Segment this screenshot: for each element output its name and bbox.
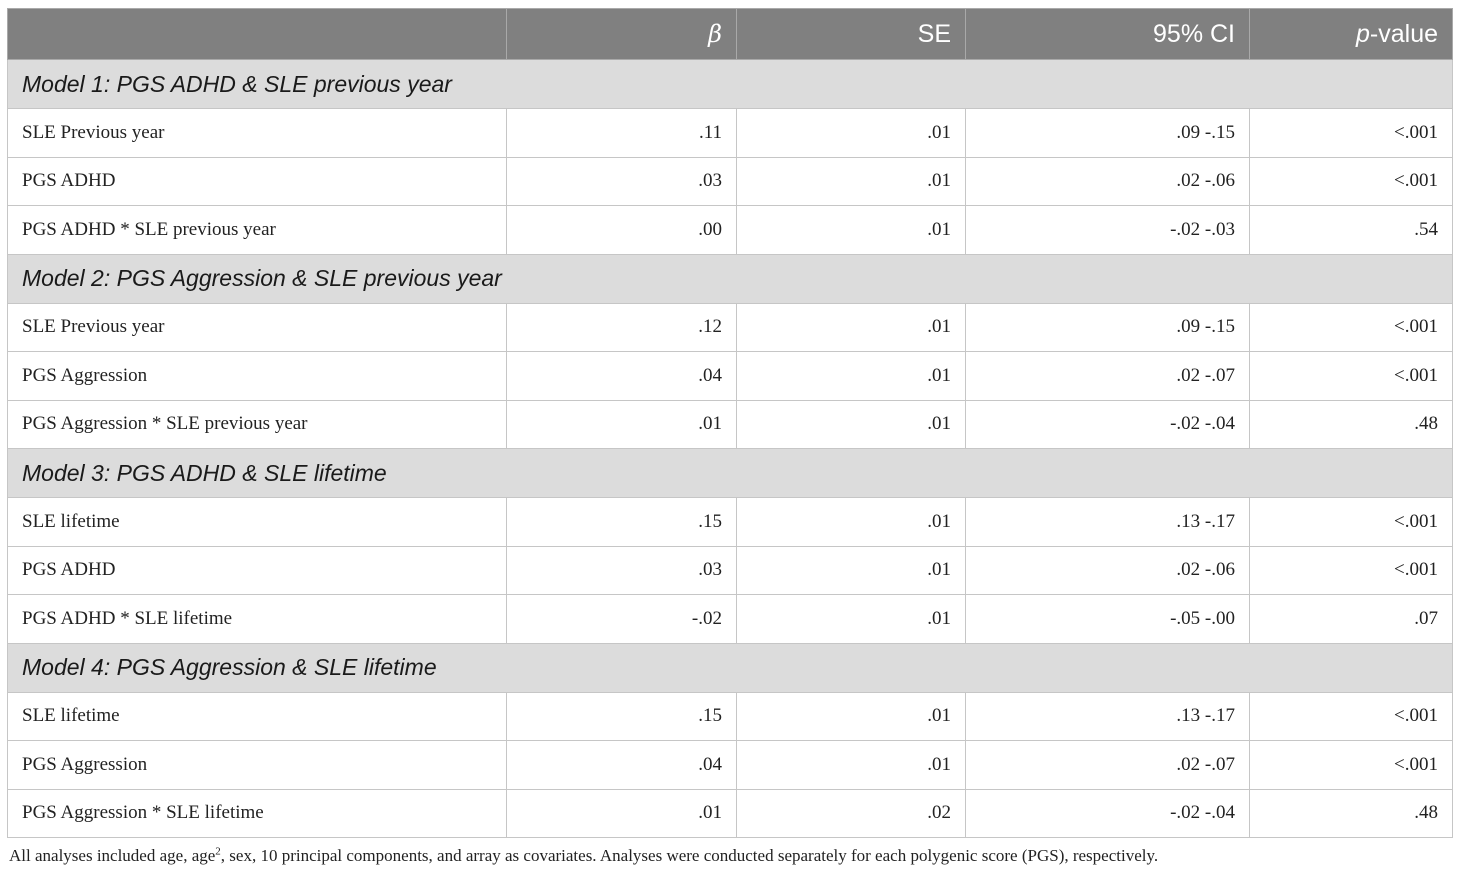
cell-p: <.001 (1250, 303, 1453, 352)
cell-label: PGS Aggression * SLE previous year (8, 400, 507, 449)
cell-beta: .04 (507, 741, 737, 790)
table-header (8, 9, 1453, 60)
cell-beta: .04 (507, 352, 737, 401)
cell-beta: .01 (507, 789, 737, 838)
footnote-superscript: 2 (215, 845, 221, 858)
cell-ci: .09 -.15 (966, 109, 1250, 158)
cell-p: <.001 (1250, 692, 1453, 741)
cell-ci: -.02 -.03 (966, 206, 1250, 255)
cell-p: <.001 (1250, 546, 1453, 595)
cell-p: <.001 (1250, 741, 1453, 790)
cell-beta: .01 (507, 400, 737, 449)
table-row (8, 352, 1453, 401)
cell-beta: .15 (507, 498, 737, 547)
cell-label: SLE Previous year (8, 303, 507, 352)
cell-p: .48 (1250, 789, 1453, 838)
cell-p: .07 (1250, 595, 1453, 644)
cell-beta: .12 (507, 303, 737, 352)
cell-ci: -.02 -.04 (966, 789, 1250, 838)
cell-label: SLE lifetime (8, 498, 507, 547)
table-row (8, 789, 1453, 838)
cell-p: <.001 (1250, 157, 1453, 206)
cell-ci: .02 -.06 (966, 546, 1250, 595)
model-title: Model 4: PGS Aggression & SLE lifetime (8, 643, 1453, 692)
model-title: Model 3: PGS ADHD & SLE lifetime (8, 449, 1453, 498)
table-row (8, 157, 1453, 206)
cell-ci: .13 -.17 (966, 692, 1250, 741)
cell-ci: .09 -.15 (966, 303, 1250, 352)
footnote-part2: , sex, 10 principal components, and array as covariates. Analyses were conducted separately for each polygenic score (PGS), respectively. (220, 846, 1159, 865)
cell-label: PGS ADHD (8, 546, 507, 595)
p-value-suffix: -value (1369, 19, 1438, 48)
table-footnote (9, 846, 1158, 866)
table-row (8, 400, 1453, 449)
cell-p: <.001 (1250, 109, 1453, 158)
cell-p: .48 (1250, 400, 1453, 449)
cell-se: .01 (737, 303, 966, 352)
model-header-row (8, 254, 1453, 303)
cell-label: PGS ADHD * SLE previous year (8, 206, 507, 255)
cell-p: <.001 (1250, 352, 1453, 401)
cell-beta: .03 (507, 157, 737, 206)
cell-label: PGS ADHD * SLE lifetime (8, 595, 507, 644)
cell-se: .01 (737, 595, 966, 644)
cell-label: PGS Aggression (8, 352, 507, 401)
table-row (8, 206, 1453, 255)
cell-ci: .13 -.17 (966, 498, 1250, 547)
model-title: Model 2: PGS Aggression & SLE previous year (8, 254, 1453, 303)
cell-se: .01 (737, 741, 966, 790)
cell-beta: -.02 (507, 595, 737, 644)
cell-ci: .02 -.07 (966, 741, 1250, 790)
cell-p: .54 (1250, 206, 1453, 255)
cell-ci: .02 -.07 (966, 352, 1250, 401)
results-table (7, 8, 1453, 838)
header-beta (507, 9, 737, 60)
footnote-part1: All analyses included age, age (9, 846, 216, 865)
table-row (8, 595, 1453, 644)
header-label-column (8, 9, 507, 60)
results-table-container (7, 8, 1452, 838)
model-header-row (8, 60, 1453, 109)
cell-beta: .00 (507, 206, 737, 255)
cell-se: .01 (737, 692, 966, 741)
cell-se: .01 (737, 352, 966, 401)
table-body (8, 60, 1453, 838)
p-value-italic: p (1356, 19, 1370, 48)
header-ci: 95% CI (966, 9, 1250, 60)
cell-se: .01 (737, 498, 966, 547)
cell-se: .02 (737, 789, 966, 838)
cell-beta: .15 (507, 692, 737, 741)
cell-se: .01 (737, 206, 966, 255)
model-header-row (8, 449, 1453, 498)
cell-ci: .02 -.06 (966, 157, 1250, 206)
beta-symbol: β (708, 19, 722, 48)
cell-label: PGS Aggression (8, 741, 507, 790)
cell-se: .01 (737, 109, 966, 158)
cell-label: PGS ADHD (8, 157, 507, 206)
header-p-value (1250, 9, 1453, 60)
table-row (8, 303, 1453, 352)
cell-beta: .11 (507, 109, 737, 158)
cell-ci: -.05 -.00 (966, 595, 1250, 644)
table-row (8, 741, 1453, 790)
model-header-row (8, 643, 1453, 692)
cell-se: .01 (737, 400, 966, 449)
table-row (8, 546, 1453, 595)
cell-se: .01 (737, 546, 966, 595)
cell-ci: -.02 -.04 (966, 400, 1250, 449)
cell-label: PGS Aggression * SLE lifetime (8, 789, 507, 838)
cell-beta: .03 (507, 546, 737, 595)
header-row (8, 9, 1453, 60)
cell-p: <.001 (1250, 498, 1453, 547)
model-title: Model 1: PGS ADHD & SLE previous year (8, 60, 1453, 109)
cell-se: .01 (737, 157, 966, 206)
table-row (8, 498, 1453, 547)
table-row (8, 109, 1453, 158)
table-row (8, 692, 1453, 741)
cell-label: SLE Previous year (8, 109, 507, 158)
cell-label: SLE lifetime (8, 692, 507, 741)
header-se: SE (737, 9, 966, 60)
